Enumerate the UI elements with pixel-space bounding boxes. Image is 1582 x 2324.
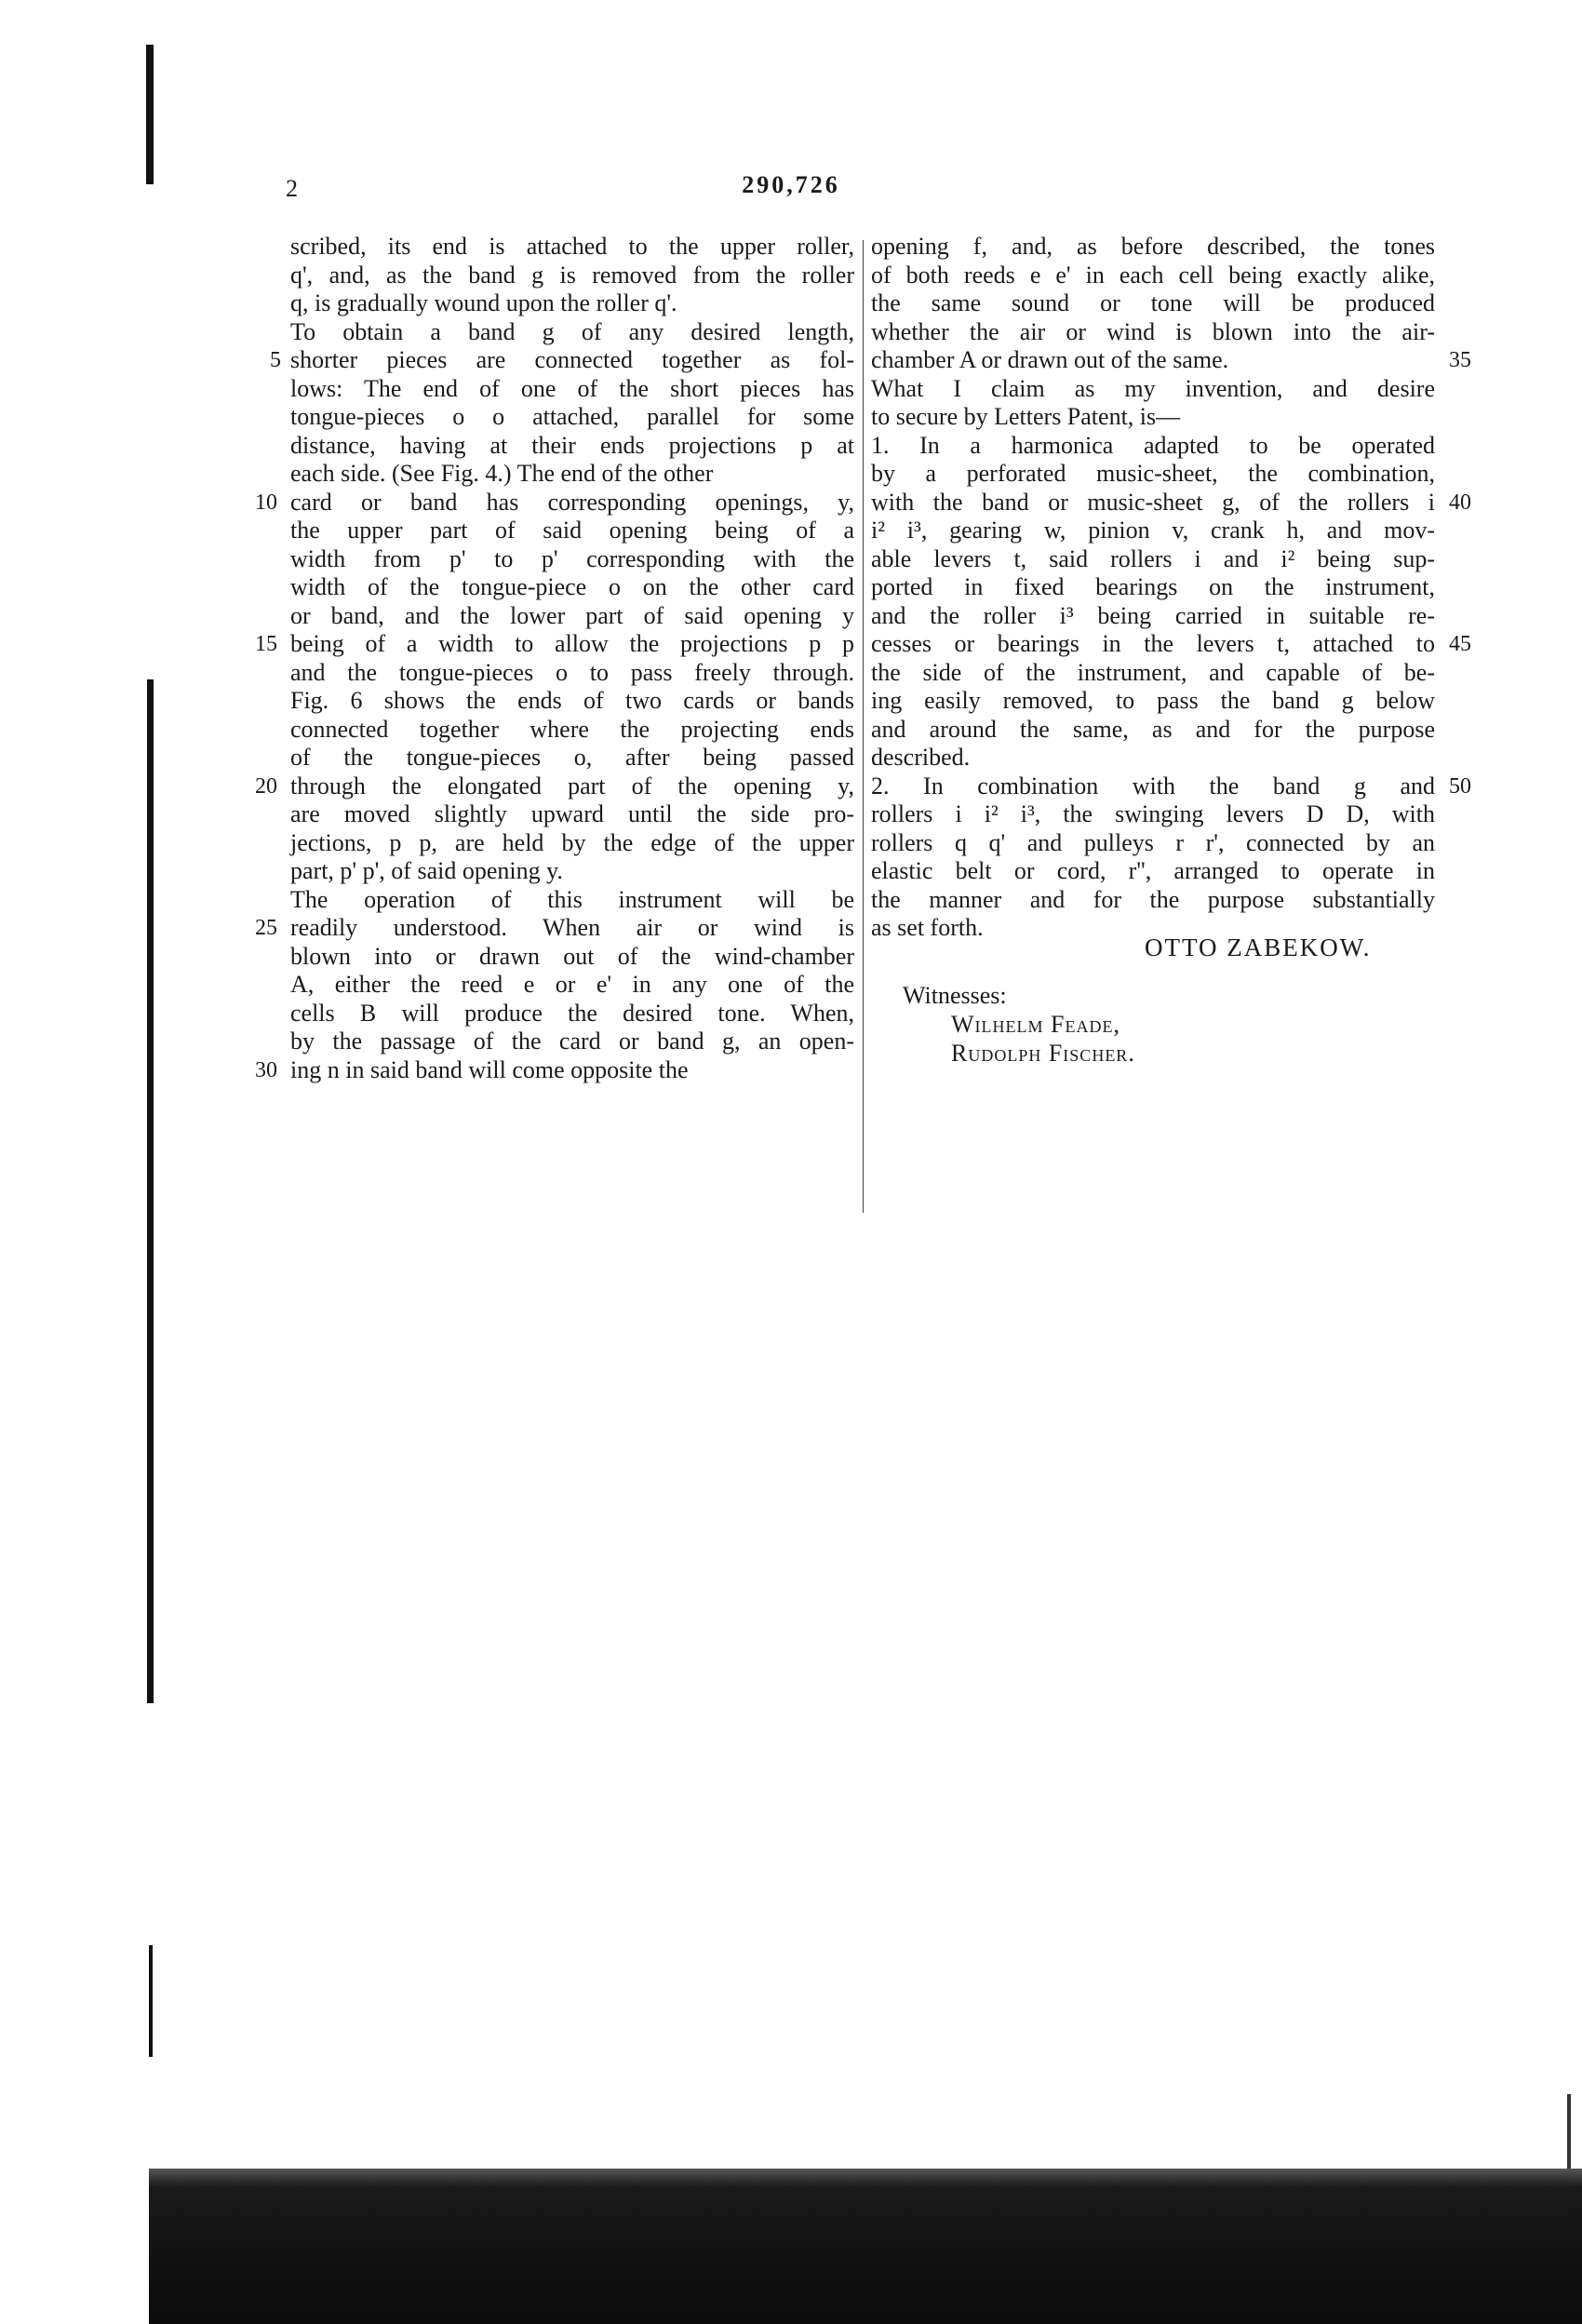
- text-line: q, is gradually wound upon the roller q'.: [290, 289, 677, 316]
- witness-name: Rudolph Fischer.: [951, 1040, 1135, 1067]
- text-line: through the elongated part of the opening y,: [290, 772, 854, 799]
- scan-edge-left-middle: [147, 679, 154, 1703]
- text-line: distance, having at their ends projections p at: [290, 431, 854, 459]
- text-line: of the tongue-pieces o, after being passed: [290, 744, 854, 771]
- text-line: jections, p p, are held by the edge of the upper: [290, 828, 854, 856]
- line-number: 50: [1449, 773, 1471, 799]
- line-number: 45: [1449, 632, 1471, 656]
- text-line: connected together where the projecting ends: [290, 715, 854, 743]
- text-line: scribed, its end is attached to the upper roller,: [290, 233, 854, 260]
- line-number: 5: [270, 348, 281, 372]
- text-line: cesses or bearings in the levers t, attached to: [871, 630, 1435, 657]
- text-line: described.: [871, 744, 971, 771]
- text-line: q', and, as the band g is removed from the roller: [290, 261, 854, 289]
- text-line: as set forth.: [871, 914, 984, 941]
- text-line: chamber A or drawn out of the same.: [871, 346, 1229, 373]
- text-line: being of a width to allow the projections p p: [290, 630, 854, 657]
- line-number: 35: [1449, 348, 1471, 372]
- text-line: to secure by Letters Patent, is—: [871, 403, 1181, 430]
- text-line: of both reeds e e' in each cell being exactly alike,: [871, 261, 1435, 289]
- scan-edge-left-bottom: [149, 1945, 153, 2057]
- text-line: 1. In a harmonica adapted to be operated: [871, 431, 1435, 459]
- text-line: 2. In combination with the band g and: [871, 772, 1435, 799]
- text-line: rollers q q' and pulleys r r', connected by an: [871, 828, 1435, 856]
- text-line: What I claim as my invention, and desire: [871, 374, 1435, 402]
- text-line: the side of the instrument, and capable of be-: [871, 658, 1435, 686]
- text-line: width from p' to p' corresponding with the: [290, 544, 854, 572]
- line-number: 40: [1449, 490, 1471, 515]
- patent-number: 290,726: [742, 171, 840, 198]
- text-line: width of the tongue-piece o on the other card: [290, 573, 854, 600]
- scan-edge-right: [1567, 2094, 1571, 2178]
- text-line: The operation of this instrument will be: [290, 885, 854, 913]
- inventor-signature: OTTO ZABEKOW.: [1145, 934, 1372, 961]
- witness-name: Wilhelm Feade,: [951, 1011, 1120, 1038]
- text-line: A, either the reed e or e' in any one of the: [290, 971, 854, 998]
- text-line: and the tongue-pieces o to pass freely through.: [290, 658, 854, 686]
- text-line: tongue-pieces o o attached, parallel for some: [290, 403, 854, 430]
- witnesses-label: Witnesses:: [903, 982, 1007, 1009]
- scan-edge-left-top: [146, 45, 154, 184]
- line-number: 10: [255, 490, 277, 515]
- text-line: the same sound or tone will be produced: [871, 289, 1435, 316]
- text-line: ing easily removed, to pass the band g below: [871, 687, 1435, 714]
- text-line: the upper part of said opening being of a: [290, 517, 854, 544]
- text-line: by the passage of the card or band g, an open-: [290, 1028, 854, 1055]
- text-line: lows: The end of one of the short pieces has: [290, 374, 854, 402]
- line-number: 30: [255, 1057, 277, 1082]
- line-number: 25: [255, 916, 277, 940]
- text-line: each side. (See Fig. 4.) The end of the other: [290, 460, 714, 487]
- text-line: and the roller i³ being carried in suitable re-: [871, 601, 1435, 629]
- page-number: 2: [286, 175, 298, 202]
- text-line: able levers t, said rollers i and i² being sup-: [871, 544, 1435, 572]
- line-number: 15: [255, 632, 277, 656]
- text-line: and around the same, as and for the purpose: [871, 715, 1435, 743]
- text-line: whether the air or wind is blown into the air-: [871, 317, 1435, 345]
- text-line: i² i³, gearing w, pinion v, crank h, and mov-: [871, 517, 1435, 544]
- text-line: the manner and for the purpose substantially: [871, 885, 1435, 913]
- text-line: elastic belt or cord, r'', arranged to operate in: [871, 857, 1435, 884]
- right-text-column: [871, 233, 1435, 943]
- line-number: 20: [255, 773, 277, 799]
- text-line: ing n in said band will come opposite the: [290, 1055, 689, 1083]
- text-line: opening f, and, as before described, the tones: [871, 233, 1435, 260]
- column-divider: [863, 240, 864, 1213]
- text-line: To obtain a band g of any desired length,: [290, 317, 854, 345]
- text-line: card or band has corresponding openings, y,: [290, 488, 854, 516]
- text-line: by a perforated music-sheet, the combination,: [871, 460, 1435, 487]
- text-line: cells B will produce the desired tone. When,: [290, 999, 854, 1027]
- text-line: with the band or music-sheet g, of the rollers i: [871, 488, 1435, 516]
- text-line: Fig. 6 shows the ends of two cards or bands: [290, 687, 854, 714]
- scan-bottom-band: [149, 2169, 1582, 2324]
- text-line: are moved slightly upward until the side pro-: [290, 800, 854, 827]
- text-line: part, p' p', of said opening y.: [290, 857, 563, 884]
- text-line: rollers i i² i³, the swinging levers D D, with: [871, 800, 1435, 827]
- text-line: readily understood. When air or wind is: [290, 914, 854, 941]
- text-line: shorter pieces are connected together as fol-: [290, 346, 854, 373]
- text-line: blown into or drawn out of the wind-chamber: [290, 942, 854, 970]
- text-line: ported in fixed bearings on the instrument,: [871, 573, 1435, 600]
- left-text-column: [290, 233, 854, 1084]
- text-line: or band, and the lower part of said opening y: [290, 601, 854, 629]
